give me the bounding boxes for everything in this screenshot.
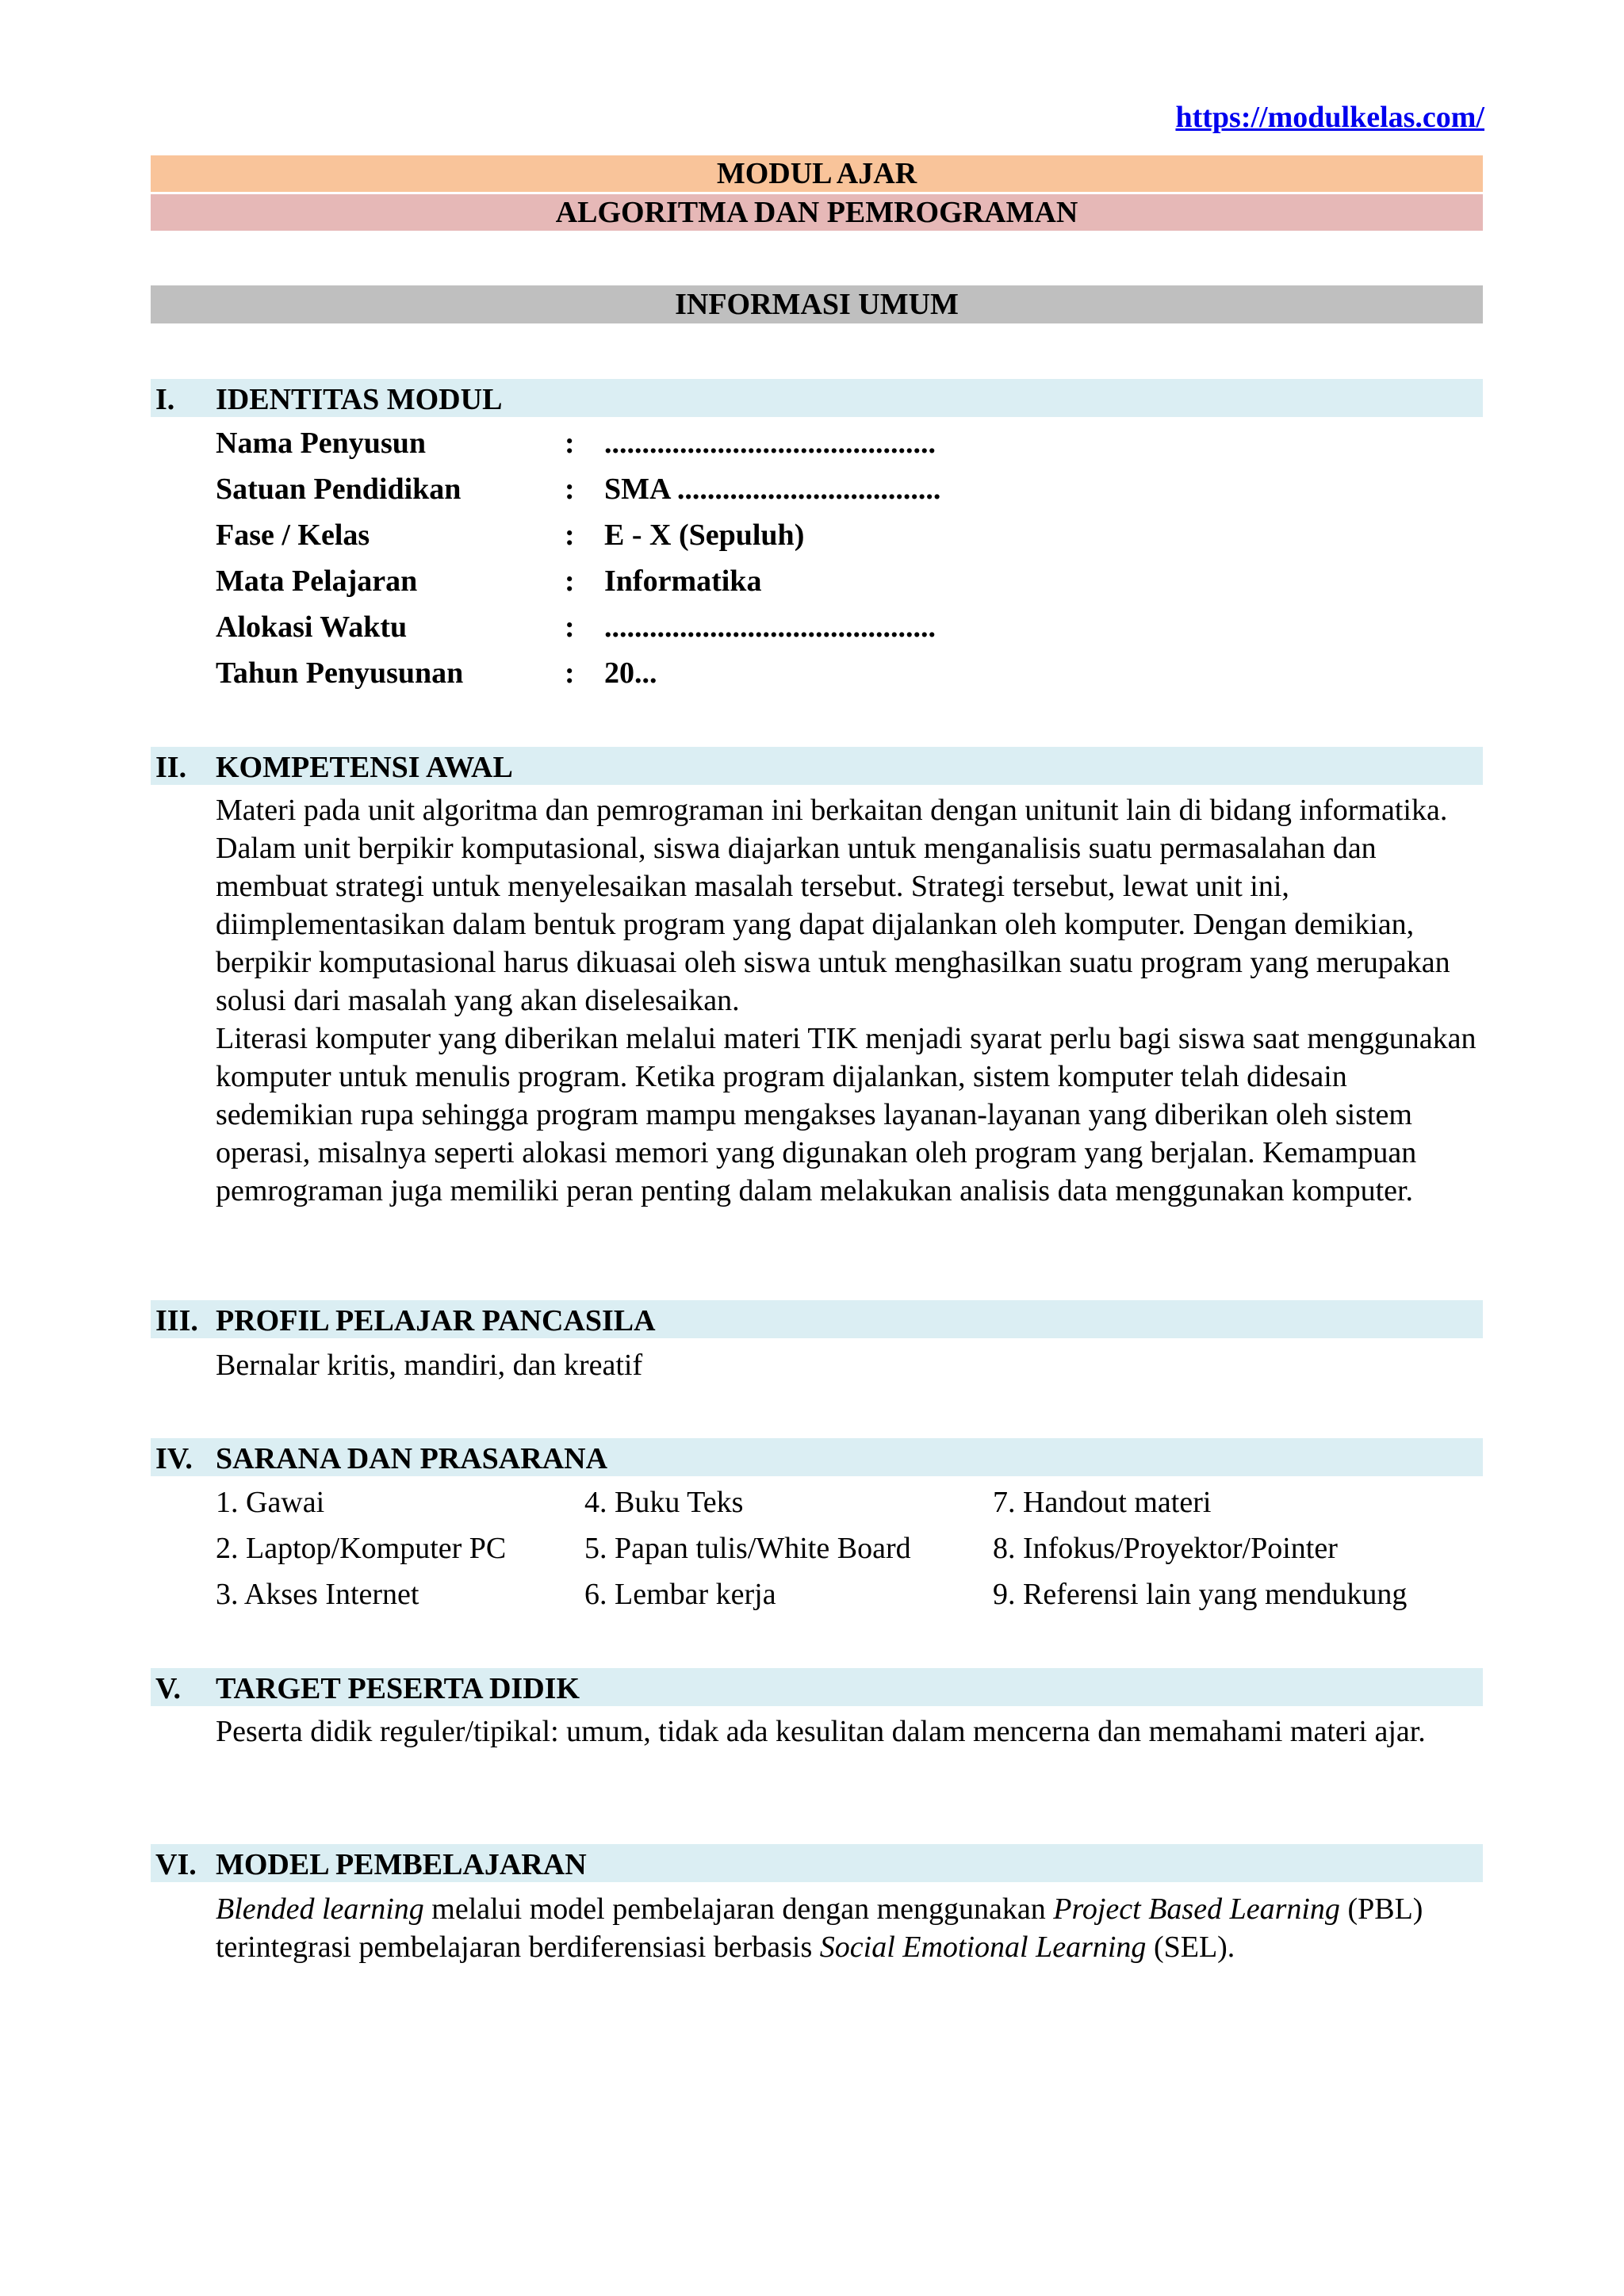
sarana-item: 2. Laptop/Komputer PC bbox=[216, 1532, 507, 1565]
sel-term: Social Emotional Learning bbox=[819, 1931, 1147, 1964]
section-number: IV. bbox=[155, 1442, 193, 1475]
sarana-item: 1. Gawai bbox=[216, 1486, 325, 1519]
identity-label: Mata Pelajaran bbox=[216, 564, 418, 598]
model-text-part: melalui model pembelajaran dengan menggunakan bbox=[423, 1892, 1054, 1926]
identity-colon: : bbox=[565, 473, 575, 506]
kompetensi-text bbox=[216, 791, 1484, 1210]
identity-value: SMA ................................... bbox=[604, 473, 941, 506]
target-paragraph: Peserta didik reguler/tipikal: umum, tidak ada kesulitan dalam mencerna dan memahami materi ajar. bbox=[216, 1715, 1426, 1748]
model-paragraph bbox=[216, 1890, 1484, 1966]
identity-colon: : bbox=[565, 519, 575, 552]
pbl-term: Project Based Learning bbox=[1053, 1892, 1340, 1926]
section-title: TARGET PESERTA DIDIK bbox=[216, 1672, 580, 1705]
section-number: V. bbox=[155, 1672, 182, 1705]
section-number: VI. bbox=[155, 1848, 197, 1881]
kompetensi-paragraph-1: Materi pada unit algoritma dan pemrograman ini berkaitan dengan unitunit lain di bidang informatika. Dalam unit berpikir komputasional, siswa diajarkan untuk menganalisis suatu permasalahan dan membuat strategi untuk menyelesaikan masalah tersebut. Strategi tersebut, lewat unit ini, diimplementasikan dalam bentuk program yang dapat dijalankan oleh komputer. Dengan demikian, berpikir komputasional harus dikuasai oleh siswa untuk menghasilkan suatu program yang merupakan solusi dari masalah yang akan diselesaikan. bbox=[216, 794, 1450, 1017]
section-number: II. bbox=[155, 751, 187, 784]
identity-colon: : bbox=[565, 610, 575, 644]
identity-value: 20... bbox=[604, 656, 657, 690]
section-title: IDENTITAS MODUL bbox=[216, 383, 503, 416]
identity-value: ............................................ bbox=[604, 427, 936, 460]
kompetensi-paragraph-2: Literasi komputer yang diberikan melalui materi TIK menjadi syarat perlu bagi siswa saat menggunakan komputer untuk menulis program. Ketika program dijalankan, sistem komputer telah didesain sedemikian rupa sehingga program mampu mengakses layanan-layanan yang diberikan oleh sistem operasi, misalnya seperti alokasi memori yang digunakan oleh program yang berjalan. Kemampuan pemrograman juga memiliki peran penting dalam melakukan analisis data menggunakan komputer. bbox=[216, 1022, 1477, 1207]
module-subtitle: ALGORITMA DAN PEMROGRAMAN bbox=[151, 194, 1483, 231]
sarana-item: 4. Buku Teks bbox=[584, 1486, 744, 1519]
sarana-item: 8. Infokus/Proyektor/Pointer bbox=[993, 1532, 1338, 1565]
model-text-part: (PBL) terintegrasi pembelajaran berdiferensiasi berbasis bbox=[216, 1892, 1423, 1964]
section-model-heading bbox=[151, 1844, 1483, 1882]
identity-label: Tahun Penyusunan bbox=[216, 656, 464, 690]
module-title: MODUL AJAR bbox=[151, 155, 1483, 192]
identity-value: Informatika bbox=[604, 564, 762, 598]
identity-colon: : bbox=[565, 656, 575, 690]
identity-value: ............................................ bbox=[604, 610, 936, 644]
website-link[interactable]: https://modulkelas.com/ bbox=[1175, 101, 1484, 134]
identity-colon: : bbox=[565, 564, 575, 598]
sarana-item: 9. Referensi lain yang mendukung bbox=[993, 1578, 1408, 1611]
section-target-heading bbox=[151, 1668, 1483, 1706]
section-title: KOMPETENSI AWAL bbox=[216, 751, 513, 784]
target-text bbox=[216, 1712, 1484, 1751]
identity-label: Fase / Kelas bbox=[216, 519, 370, 552]
identity-label: Nama Penyusun bbox=[216, 427, 426, 460]
profil-paragraph: Bernalar kritis, mandiri, dan kreatif bbox=[216, 1349, 643, 1382]
sarana-item: 6. Lembar kerja bbox=[584, 1578, 776, 1611]
section-number: I. bbox=[155, 383, 175, 416]
identity-colon: : bbox=[565, 427, 575, 460]
sarana-item: 3. Akses Internet bbox=[216, 1578, 419, 1611]
section-sarana-heading bbox=[151, 1438, 1483, 1476]
profil-text bbox=[216, 1346, 1484, 1384]
model-text-part: (SEL). bbox=[1146, 1931, 1235, 1964]
section-title: MODEL PEMBELAJARAN bbox=[216, 1848, 587, 1881]
sarana-item: 7. Handout materi bbox=[993, 1486, 1212, 1519]
section-number: III. bbox=[155, 1304, 198, 1337]
blended-learning-term: Blended learning bbox=[216, 1892, 424, 1926]
identity-label: Alokasi Waktu bbox=[216, 610, 408, 644]
general-info-heading: INFORMASI UMUM bbox=[151, 285, 1483, 323]
section-title: PROFIL PELAJAR PANCASILA bbox=[216, 1304, 656, 1337]
identity-label: Satuan Pendidikan bbox=[216, 473, 462, 506]
section-profil-heading bbox=[151, 1300, 1483, 1338]
section-identitas-heading bbox=[151, 379, 1483, 417]
sarana-item: 5. Papan tulis/White Board bbox=[584, 1532, 911, 1565]
section-kompetensi-heading bbox=[151, 747, 1483, 785]
model-text bbox=[216, 1890, 1484, 1966]
section-title: SARANA DAN PRASARANA bbox=[216, 1442, 608, 1475]
identity-value: E - X (Sepuluh) bbox=[604, 519, 805, 552]
